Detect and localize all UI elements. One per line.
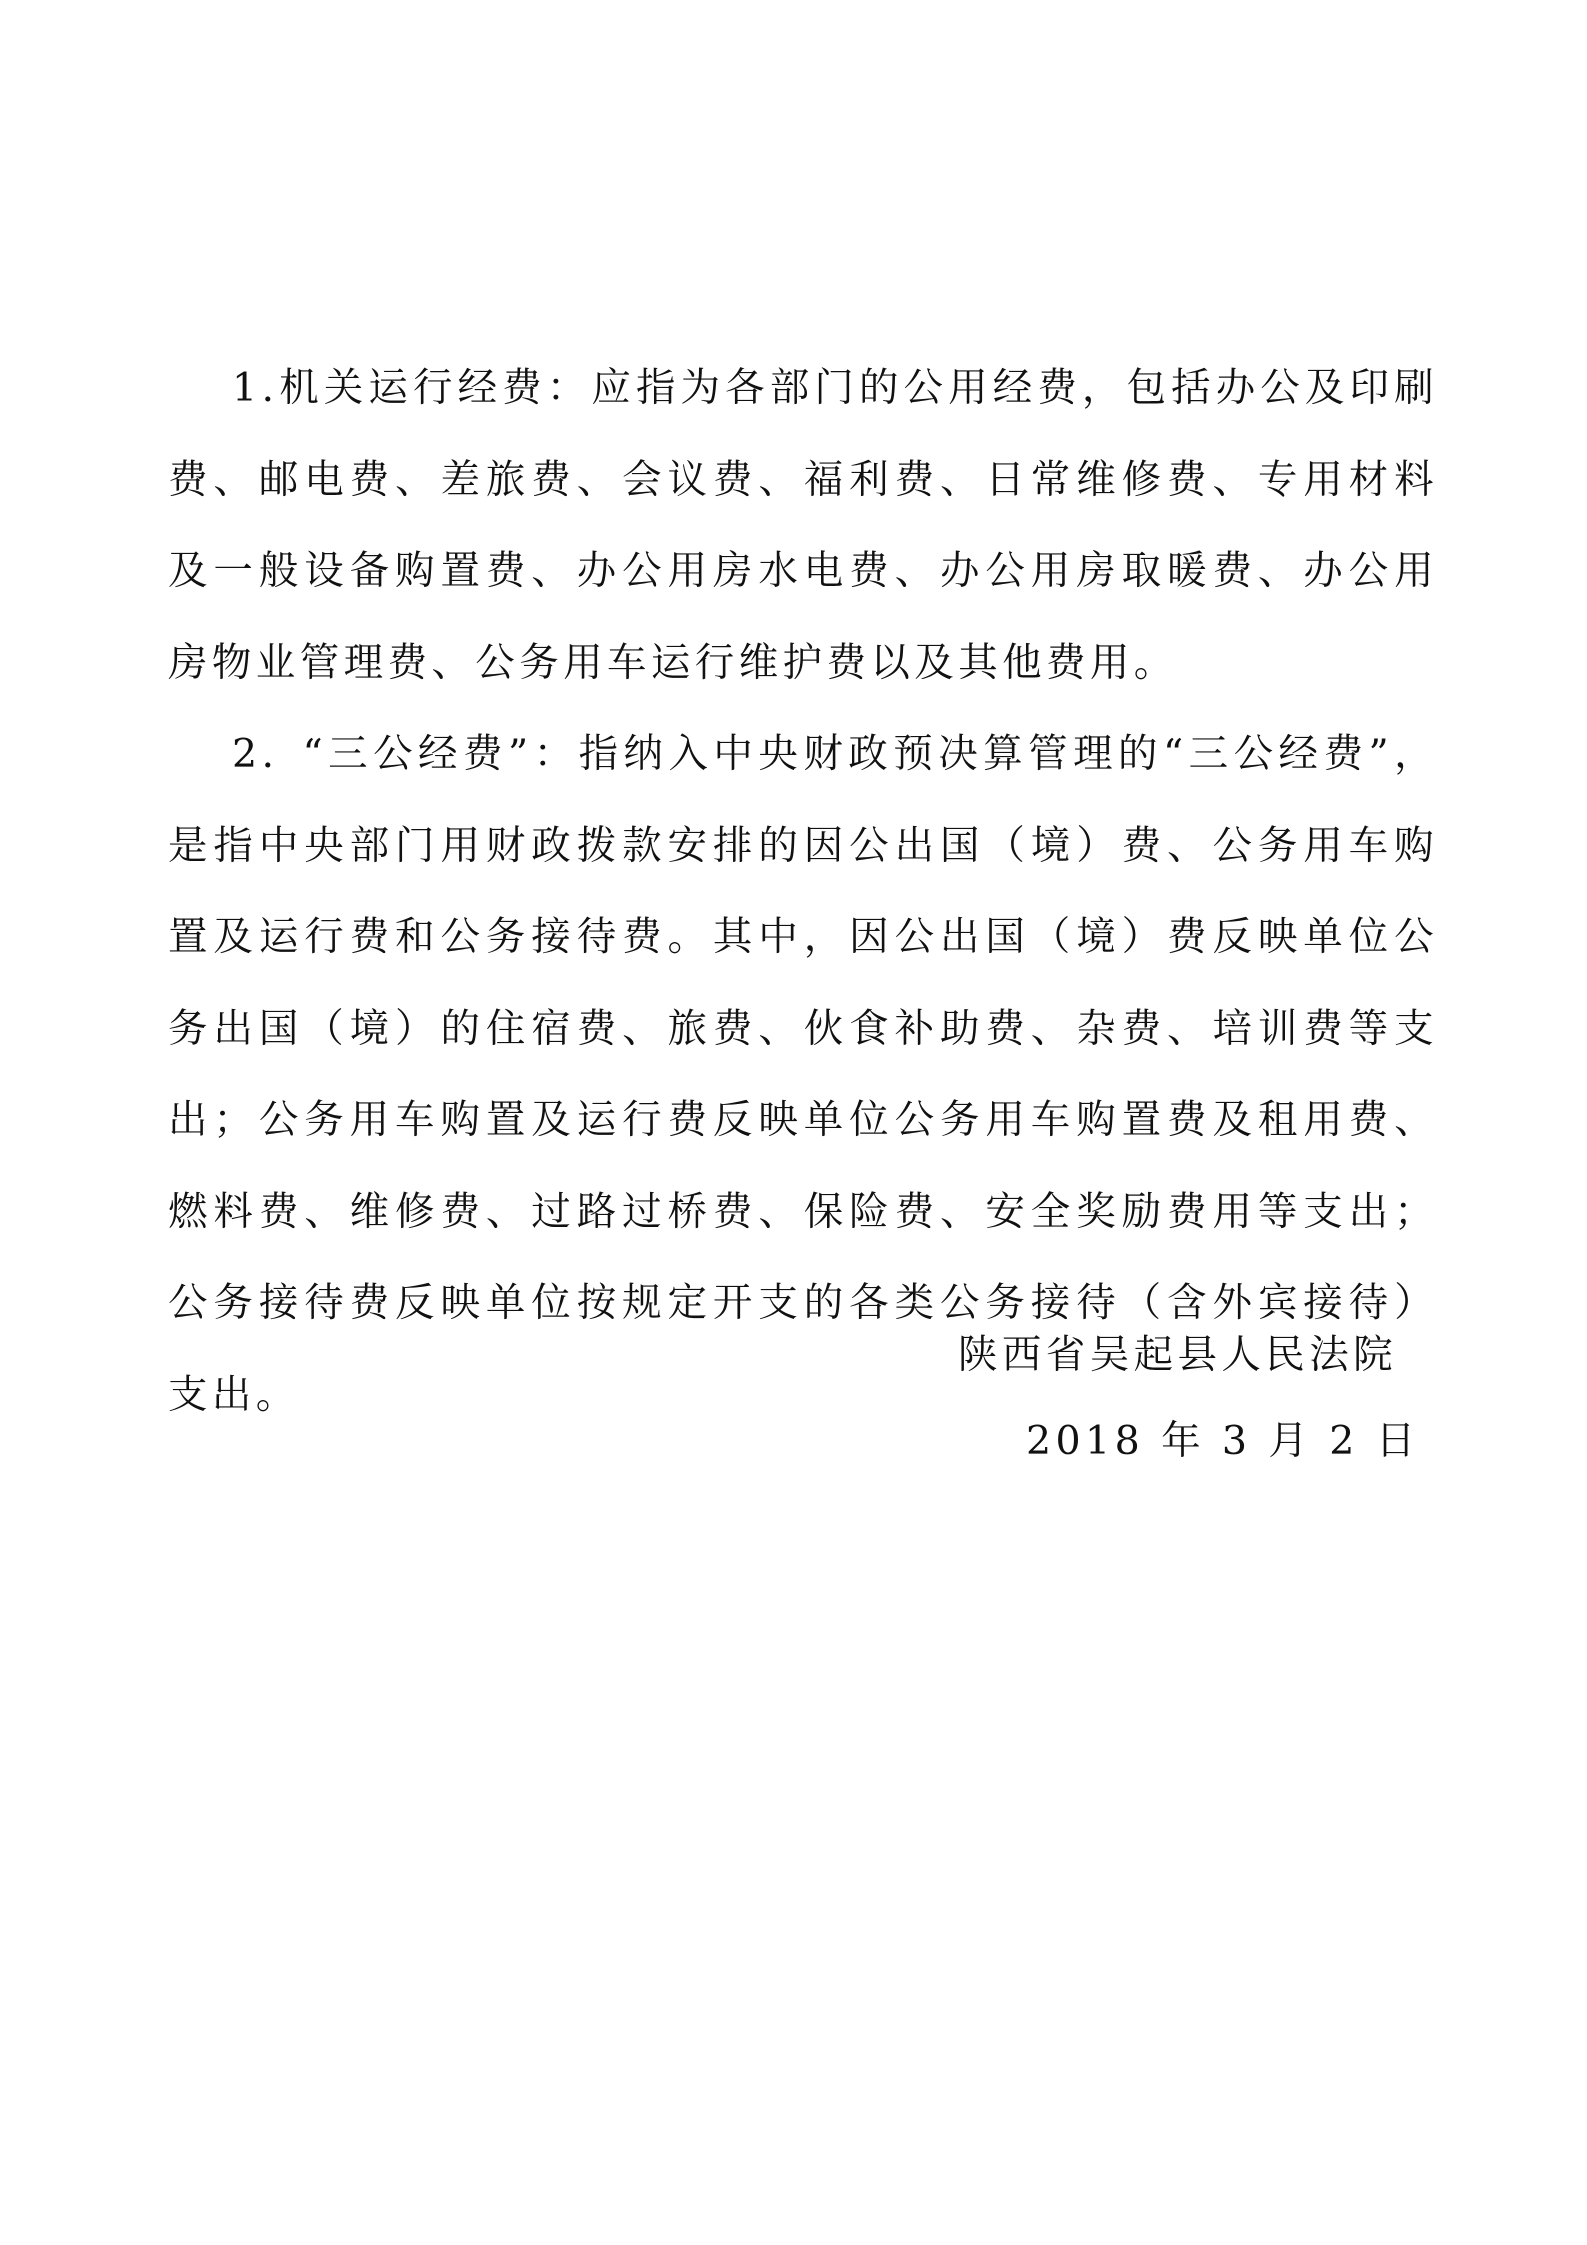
paragraph-number: 1. [232, 365, 279, 411]
signature-organization: 陕西省吴起县人民法院 [958, 1332, 1397, 1378]
paragraph-number: 2. [232, 731, 279, 777]
paragraph-text: 机关运行经费：应指为各部门的公用经费，包括办公及印刷费、邮电费、差旅费、会议费、福利费、日常维修费、专用材料及一般设备购置费、办公用房水电费、办公用房取暖费、办公用房物业管理费、公务用车运行维护费以及其他费用。 [168, 365, 1438, 686]
paragraph-text: “三公经费”：指纳入中央财政预决算管理的“三公经费”，是指中央部门用财政拨款安排的因公出国（境）费、公务用车购置及运行费和公务接待费。其中，因公出国（境）费反映单位公务出国（境）的住宿费、旅费、伙食补助费、杂费、培训费等支出；公务用车购置及运行费反映单位公务用车购置费及租用费、燃料费、维修费、过路过桥费、保险费、安全奖励费用等支出；公务接待费反映单位按规定开支的各类公务接待（含外宾接待）支出。 [168, 731, 1438, 1418]
document-body [168, 343, 1438, 1441]
signature-date: 2018 年 3 月 2 日 [1026, 1418, 1420, 1464]
paragraph-operating-expenses [168, 343, 1438, 709]
